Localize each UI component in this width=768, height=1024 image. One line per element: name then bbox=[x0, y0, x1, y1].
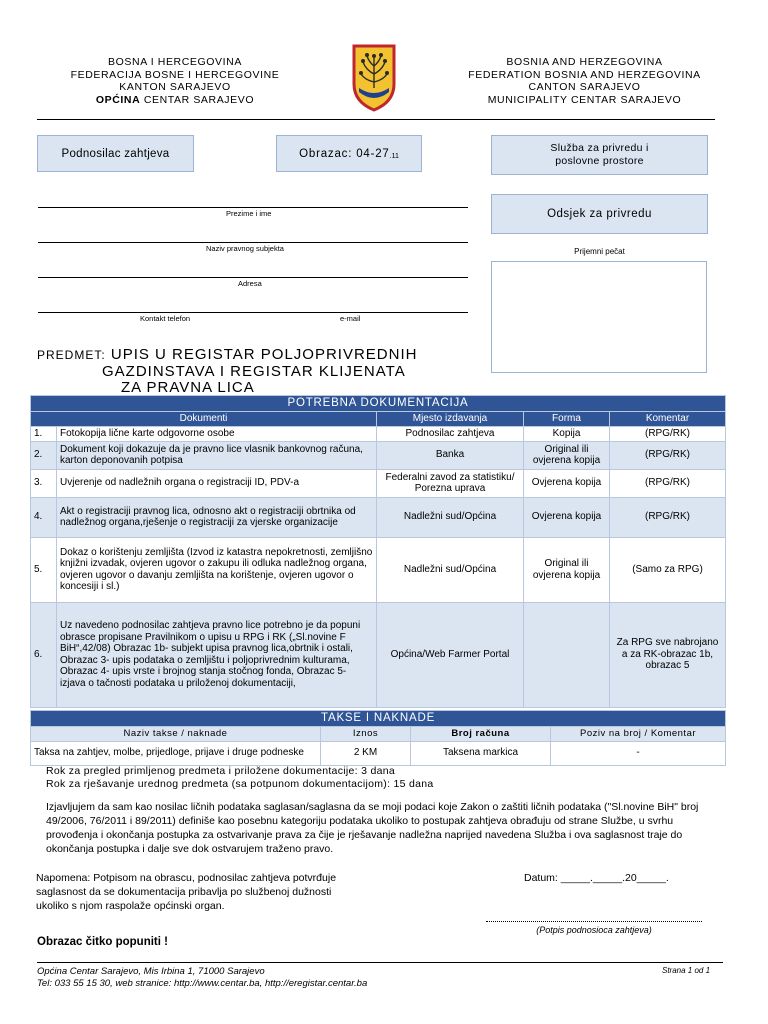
subject-heading bbox=[37, 346, 477, 364]
legibility-note: Obrazac čitko popuniti ! bbox=[37, 936, 168, 948]
form-number-suffix: .11 bbox=[389, 153, 399, 160]
phone-field-label: Kontakt telefon bbox=[140, 314, 191, 323]
row-number: 3. bbox=[31, 469, 57, 497]
row-document: Akt o registraciji pravnog lica, odnosno akt o registraciji obrtnika od nadležnog organa,rješenje o registraciji za vjerske organizacije bbox=[57, 497, 377, 537]
row-number: 1. bbox=[31, 426, 57, 441]
row-number: 2. bbox=[31, 441, 57, 469]
department-box bbox=[491, 194, 708, 234]
header-right-line: CANTON SARAJEVO bbox=[528, 81, 641, 93]
col-header: Komentar bbox=[610, 412, 726, 427]
subject-label: PREDMET: bbox=[37, 348, 106, 362]
subject-line: GAZDINSTAVA I REGISTAR KLIJENATA bbox=[102, 363, 406, 380]
deadline: Rok za rješavanje urednog predmeta (sa potpunom dokumentacijom): 15 dana bbox=[46, 778, 434, 790]
fees-table bbox=[30, 710, 726, 766]
row-form: Ovjerena kopija bbox=[524, 497, 610, 537]
header-right-line: MUNICIPALITY CENTAR SARAJEVO bbox=[487, 93, 682, 106]
row-comment: Za RPG sve nabrojano a za RK-obrazac 1b, obrazac 5 bbox=[610, 602, 726, 707]
footer-divider bbox=[37, 962, 723, 963]
fee-comment: - bbox=[551, 741, 726, 765]
department-label: Odsjek za privredu bbox=[547, 208, 652, 220]
fee-col-header: Poziv na broj / Komentar bbox=[551, 727, 726, 742]
footer-address: Općina Centar Sarajevo, Mis Irbina 1, 71000 Sarajevo bbox=[37, 966, 265, 977]
deadline: Rok za pregled primljenog predmeta i priložene dokumentacije: 3 dana bbox=[46, 765, 396, 777]
table-row bbox=[31, 469, 726, 497]
signature-line[interactable] bbox=[486, 921, 702, 922]
fee-col-header: Naziv takse / naknade bbox=[31, 727, 321, 742]
header-left-line: FEDERACIJA BOSNE I HERCEGOVINE bbox=[70, 68, 280, 81]
col-header: Mjesto izdavanja bbox=[377, 412, 524, 427]
row-comment: (RPG/RK) bbox=[610, 441, 726, 469]
row-comment: (RPG/RK) bbox=[610, 426, 726, 441]
row-form: Kopija bbox=[524, 426, 610, 441]
form-number: Obrazac: 04-27 bbox=[299, 147, 390, 160]
fees-band: TAKSE I NAKNADE bbox=[31, 711, 726, 727]
row-place: Nadležni sud/Općina bbox=[377, 497, 524, 537]
row-number: 6. bbox=[31, 602, 57, 707]
row-form bbox=[524, 602, 610, 707]
stamp-box bbox=[491, 261, 707, 373]
table-row bbox=[31, 426, 726, 441]
row-number: 4. bbox=[31, 497, 57, 537]
documents-table bbox=[30, 395, 726, 708]
address-field[interactable] bbox=[38, 277, 468, 278]
service-box bbox=[491, 135, 708, 175]
row-document: Dokaz o korištenju zemljišta (Izvod iz katastra nepokretnosti, zemljišno knjižni izvadak, ovjeren ugovor o zakupu ili odluka nadležnog organa, ovjeren ugovor o davanju zemljišta na korištenje, ovjeren ugovor o koncesiji i sl.) bbox=[57, 537, 377, 602]
service-label: Služba za privredu i poslovne prostore bbox=[550, 142, 649, 167]
row-document: Fotokopija lične karte odgovorne osobe bbox=[57, 426, 377, 441]
row-place: Podnosilac zahtjeva bbox=[377, 426, 524, 441]
email-field-label: e-mail bbox=[340, 314, 361, 323]
row-comment: (RPG/RK) bbox=[610, 469, 726, 497]
subject-line: ZA PRAVNA LICA bbox=[121, 379, 255, 396]
note-text: Potpisom na obrascu, podnosilac zahtjeva potvrđuje saglasnost da se dokumentacija pribavlja po službenoj dužnosti ukoliko s njom raspolaže općinski organ. bbox=[36, 872, 337, 912]
header-left bbox=[40, 56, 310, 106]
consent-statement: Izjavljujem da sam kao nosilac ličnih podataka saglasan/saglasna da se moji podaci koje Zakon o zaštiti ličnih podataka ("Sl.novine BiH" broj 49/2006, 76/2011 i 89/2011) definiše kao posebnu kategoriju podataka ukoliko to postupak zahtjeva obrađuju od strane Službe, u svrhu provođenja i okončanja postupka za ostvarivanje prava za čije je rješavanje nadležna naprijed navedena Služba i ova saglasnost traje do okončanja postupka i dalje sve dok ostvarujem traženo pravo. bbox=[46, 801, 699, 855]
form-number-box bbox=[276, 135, 422, 172]
row-document: Dokument koji dokazuje da je pravno lice vlasnik bankovnog računa, karton deponovanih potpisa bbox=[57, 441, 377, 469]
row-comment: (RPG/RK) bbox=[610, 497, 726, 537]
address-field-label: Adresa bbox=[238, 279, 262, 288]
row-document: Uvjerenje od nadležnih organa o registraciji ID, PDV-a bbox=[57, 469, 377, 497]
name-field[interactable] bbox=[38, 207, 468, 208]
footer-contact: Tel: 033 55 15 30, web stranice: http://www.centar.ba, http://eregistar.centar.ba bbox=[37, 978, 368, 989]
row-place: Općina/Web Farmer Portal bbox=[377, 602, 524, 707]
documents-band: POTREBNA DOKUMENTACIJA bbox=[31, 396, 726, 412]
fee-col-header: Broj računa bbox=[411, 727, 551, 742]
fee-amount: 2 KM bbox=[321, 741, 411, 765]
subject-line: UPIS U REGISTAR POLJOPRIVREDNIH bbox=[110, 346, 418, 363]
date-field[interactable]: Datum: _____._____.20_____. bbox=[524, 872, 669, 884]
name-field-label: Prezime i ime bbox=[226, 209, 272, 218]
row-comment: (Samo za RPG) bbox=[610, 537, 726, 602]
col-header: Dokumenti bbox=[31, 412, 377, 427]
table-row bbox=[31, 497, 726, 537]
applicant-label: Podnosilac zahtjeva bbox=[61, 147, 170, 160]
fee-col-header: Iznos bbox=[321, 727, 411, 742]
table-row bbox=[31, 441, 726, 469]
applicant-box bbox=[37, 135, 194, 172]
row-number: 5. bbox=[31, 537, 57, 602]
header-left-line: BOSNA I HERCEGOVINA bbox=[108, 56, 242, 68]
header-right bbox=[447, 56, 722, 106]
row-place: Federalni zavod za statistiku/ Porezna uprava bbox=[377, 469, 524, 497]
table-row bbox=[31, 537, 726, 602]
header-divider bbox=[37, 119, 715, 120]
coat-of-arms-icon bbox=[351, 44, 397, 112]
company-field[interactable] bbox=[38, 242, 468, 243]
row-form: Ovjerena kopija bbox=[524, 469, 610, 497]
row-place: Nadležni sud/Općina bbox=[377, 537, 524, 602]
signature-label: (Potpis podnosioca zahtjeva) bbox=[536, 925, 652, 935]
header-left-line: CENTAR SARAJEVO bbox=[143, 93, 255, 106]
row-form: Original ili ovjerena kopija bbox=[524, 441, 610, 469]
note bbox=[36, 871, 348, 913]
row-place: Banka bbox=[377, 441, 524, 469]
row-document: Uz navedeno podnosilac zahtjeva pravno lice potrebno je da popuni obrasce propisane Pravilnikom o upisu u RPG i RK („Sl.novine F BiH“,42/08) Obrazac 1b- subjekt upisa pravnog lica,obrtnik i ostali, Obrazac 3- upis podataka o zemljištu i poljoprivrednim kulturama, Obrazac 4- upis vrste i brojnog stanja stočnog fonda, Obrazac 5- izjava o tačnosti podataka u priloženoj dokumentaciji, bbox=[57, 602, 377, 707]
header-left-line: KANTON SARAJEVO bbox=[119, 81, 231, 93]
page-number: Strana 1 od 1 bbox=[662, 966, 711, 975]
header-right-line: FEDERATION BOSNIA AND HERZEGOVINA bbox=[468, 68, 701, 81]
note-label: Napomena: bbox=[36, 872, 91, 884]
table-row bbox=[31, 602, 726, 707]
fee-row bbox=[31, 741, 726, 765]
col-header: Forma bbox=[524, 412, 610, 427]
fee-name: Taksa na zahtjev, molbe, prijedloge, prijave i druge podneske bbox=[31, 741, 321, 765]
fee-account: Taksena markica bbox=[411, 741, 551, 765]
company-field-label: Naziv pravnog subjekta bbox=[206, 244, 284, 253]
row-form: Original ili ovjerena kopija bbox=[524, 537, 610, 602]
header-left-bold: OPĆINA bbox=[95, 93, 141, 106]
phone-email-field[interactable] bbox=[38, 312, 468, 313]
stamp-label: Prijemni pečat bbox=[574, 247, 625, 256]
header-right-line: BOSNIA AND HERZEGOVINA bbox=[506, 56, 663, 68]
